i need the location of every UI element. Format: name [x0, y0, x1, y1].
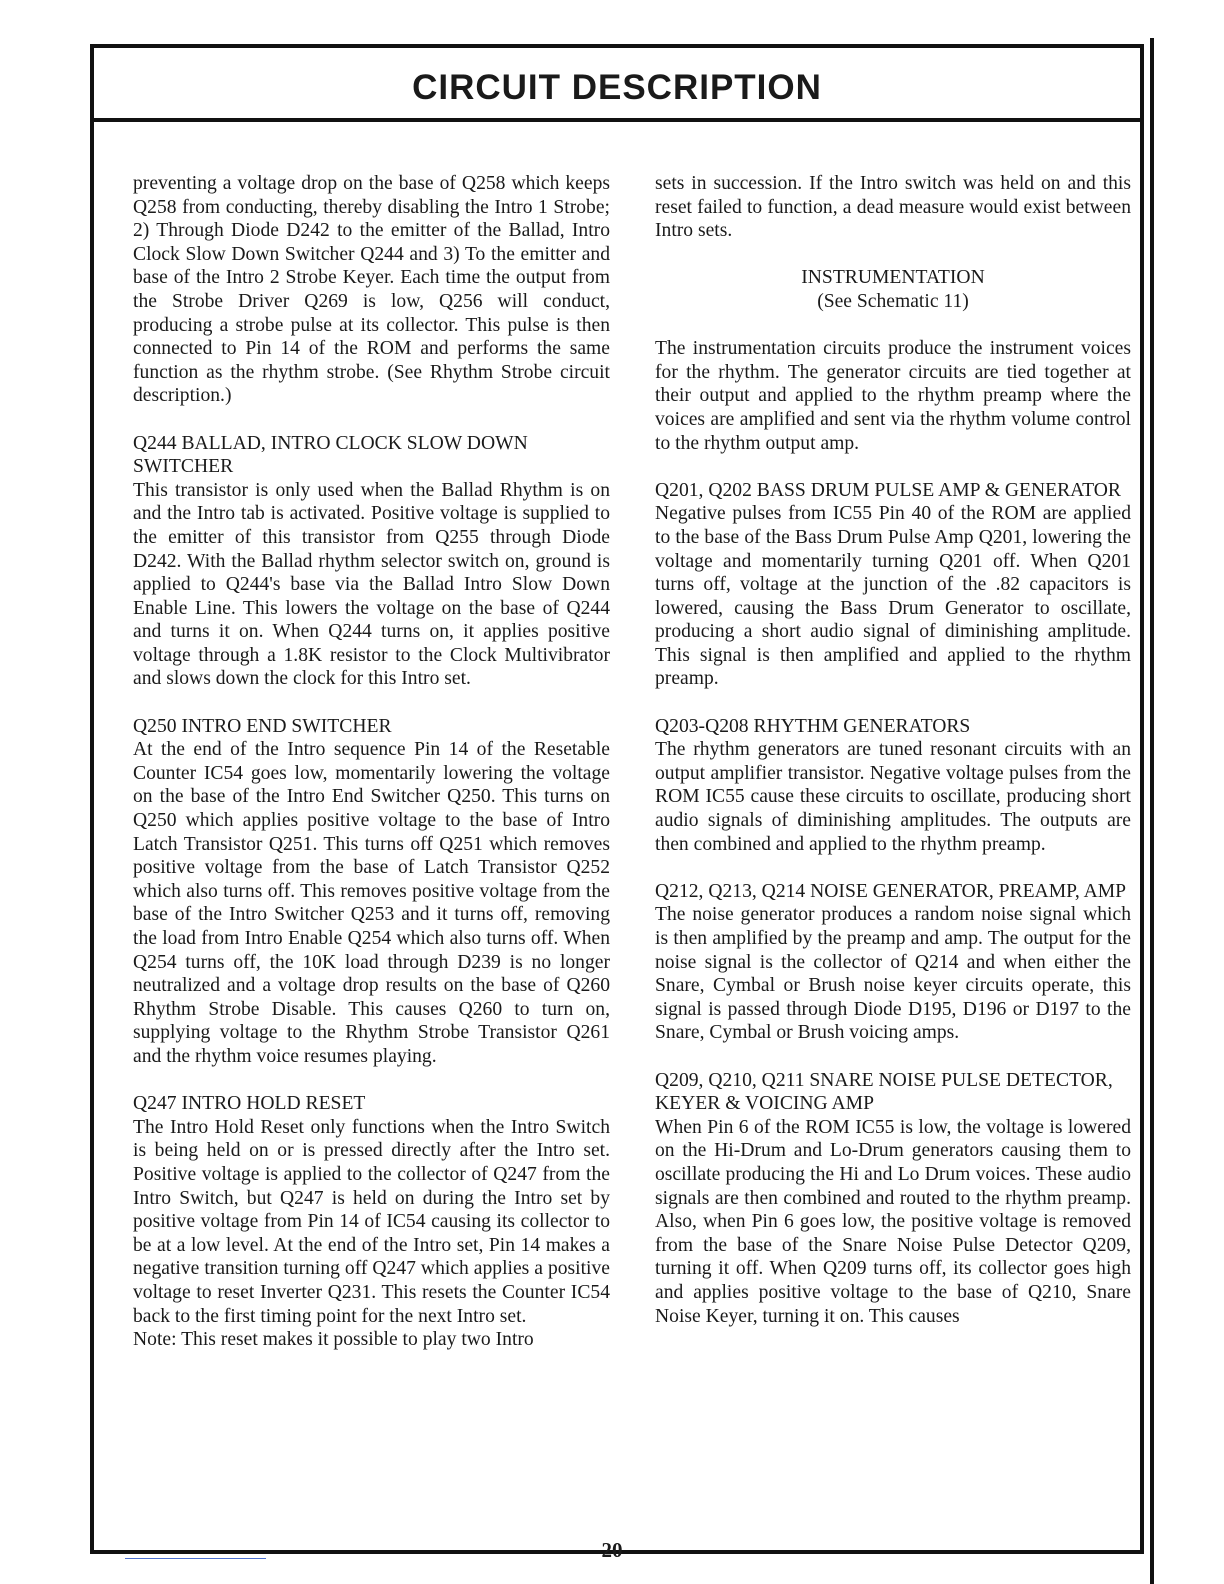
- section-body: The noise generator produces a random noise signal which is then amplified by the preamp and amp. The output for the noise signal is the collector of Q214 and when either the Snare, Cymbal or Brush noise keyer circuits operate, this signal is passed through Diode D195, D196 or D197 to the Snare, Cymbal or Brush voicing amps.: [655, 904, 1131, 1044]
- left-column: [133, 172, 610, 1352]
- section-q247: [133, 1092, 610, 1352]
- footer-link-underline: [125, 1558, 266, 1559]
- section-q212: [655, 880, 1131, 1045]
- section-body: When Pin 6 of the ROM IC55 is low, the voltage is lowered on the Hi-Drum and Lo-Drum generators causing them to oscillate producing the Hi and Lo Drum voices. These audio signals are then combined and routed to the rhythm preamp. Also, when Pin 6 goes low, the positive voltage is removed from the base of the Snare Noise Pulse Detector Q209, turning it off. When Q209 turns off, its collector goes high and applies positive voltage to the base of Q210, Snare Noise Keyer, turning it on. This causes: [655, 1116, 1131, 1327]
- instrumentation-paragraph: The instrumentation circuits produce the instrument voices for the rhythm. The generator circuits are tied together at their output and applied to the rhythm preamp where the voices are amplified and sent via the rhythm volume control to the rhythm output amp.: [655, 338, 1131, 454]
- instrumentation-heading: [655, 266, 1131, 313]
- page-number: 20: [601, 1538, 623, 1562]
- instrumentation-subtitle: (See Schematic 11): [817, 290, 969, 312]
- right-continuation-paragraph: sets in succession. If the Intro switch was held on and this reset failed to function, a dead measure would exist between Intro sets.: [655, 173, 1131, 242]
- section-heading: Q250 INTRO END SWITCHER: [133, 715, 392, 737]
- title-bar: [94, 48, 1140, 122]
- section-body: This transistor is only used when the Ballad Rhythm is on and the Intro tab is activated. Positive voltage is supplied to the emitter of this transistor from Q255 through Diode D242. With the Ballad rhythm selector switch on, ground is applied to Q244's base via the Ballad Intro Slow Down Enable Line. This lowers the voltage on the base of Q244 and turns it on. When Q244 turns on, it applies positive voltage through a 1.8K resistor to the Clock Multivibrator and slows down the clock for this Intro set.: [133, 479, 610, 690]
- section-body: The rhythm generators are tuned resonant circuits with an output amplifier transistor. Negative voltage pulses from the ROM IC55 cause these circuits to oscillate, producing short audio signals of diminishing amplitudes. The outputs are then combined and applied to the rhythm preamp.: [655, 739, 1131, 855]
- section-heading: Q201, Q202 BASS DRUM PULSE AMP & GENERATOR: [655, 479, 1121, 501]
- section-body: At the end of the Intro sequence Pin 14 of the Resetable Counter IC54 goes low, momentarily lowering the voltage on the base of the Intro End Switcher Q250. This turns on Q250 which applies positive voltage to the base of Intro Latch Transistor Q251. This turns off Q251 which removes positive voltage from the base of Latch Transistor Q252 which also turns off. This removes positive voltage from the base of the Intro Switcher Q253 and it turns off, removing the load from Intro Enable Q254 which also turns off. When Q254 turns off, the 10K load through D239 is no longer neutralized and a voltage drop results on the base of Q260 Rhythm Strobe Disable. This causes Q260 to turn on, supplying voltage to the Rhythm Strobe Transistor Q261 and the rhythm voice resumes playing.: [133, 739, 610, 1067]
- section-heading: Q244 BALLAD, INTRO CLOCK SLOW DOWN SWITCHER: [133, 432, 528, 478]
- binding-edge-line: [1150, 38, 1154, 1584]
- section-q209: [655, 1069, 1131, 1329]
- page-title: CIRCUIT DESCRIPTION: [412, 68, 822, 107]
- section-heading: Q212, Q213, Q214 NOISE GENERATOR, PREAMP, AMP: [655, 880, 1127, 902]
- section-body: The Intro Hold Reset only functions when the Intro Switch is being held on or is pressed directly after the Intro set. Positive voltage is applied to the collector of Q247 from the Intro Switch, but Q247 is held on during the Intro set by positive voltage from Pin 14 of IC54 causing its collector to be at a low level. At the end of the Intro set, Pin 14 makes a negative transition turning off Q247 which applies a positive voltage to reset Inverter Q231. This resets the Counter IC54 back to the first timing point for the next Intro set.: [133, 1116, 610, 1327]
- section-heading: Q247 INTRO HOLD RESET: [133, 1093, 366, 1115]
- section-q250: [133, 715, 610, 1069]
- section-heading: Q203-Q208 RHYTHM GENERATORS: [655, 715, 971, 737]
- instrumentation-title: INSTRUMENTATION: [801, 267, 985, 289]
- section-q201: [655, 479, 1131, 691]
- section-heading: Q209, Q210, Q211 SNARE NOISE PULSE DETECTOR, KEYER & VOICING AMP: [655, 1069, 1113, 1115]
- section-q244: [133, 432, 610, 692]
- note-text: Note: This reset makes it possible to play two Intro: [133, 1329, 534, 1351]
- right-column: [655, 172, 1131, 1328]
- section-body: Negative pulses from IC55 Pin 40 of the ROM are applied to the base of the Bass Drum Pulse Amp Q201, lowering the voltage and momentarily turning Q201 off. When Q201 turns off, voltage at the junction of the .82 capacitors is lowered, causing the Bass Drum Generator to oscillate, producing a short audio signal of diminishing amplitude. This signal is then amplified and applied to the rhythm preamp.: [655, 503, 1131, 690]
- left-intro-paragraph: preventing a voltage drop on the base of Q258 which keeps Q258 from conducting, thereby disabling the Intro 1 Strobe; 2) Through Diode D242 to the emitter of the Ballad, Intro Clock Slow Down Switcher Q244 and 3) To the emitter and base of the Intro 2 Strobe Keyer. Each time the output from the Strobe Driver Q269 is low, Q256 will conduct, producing a strobe pulse at its collector. This pulse is then connected to Pin 14 of the ROM and performs the same function as the rhythm strobe. (See Rhythm Strobe circuit description.): [133, 173, 610, 407]
- section-q203: [655, 715, 1131, 857]
